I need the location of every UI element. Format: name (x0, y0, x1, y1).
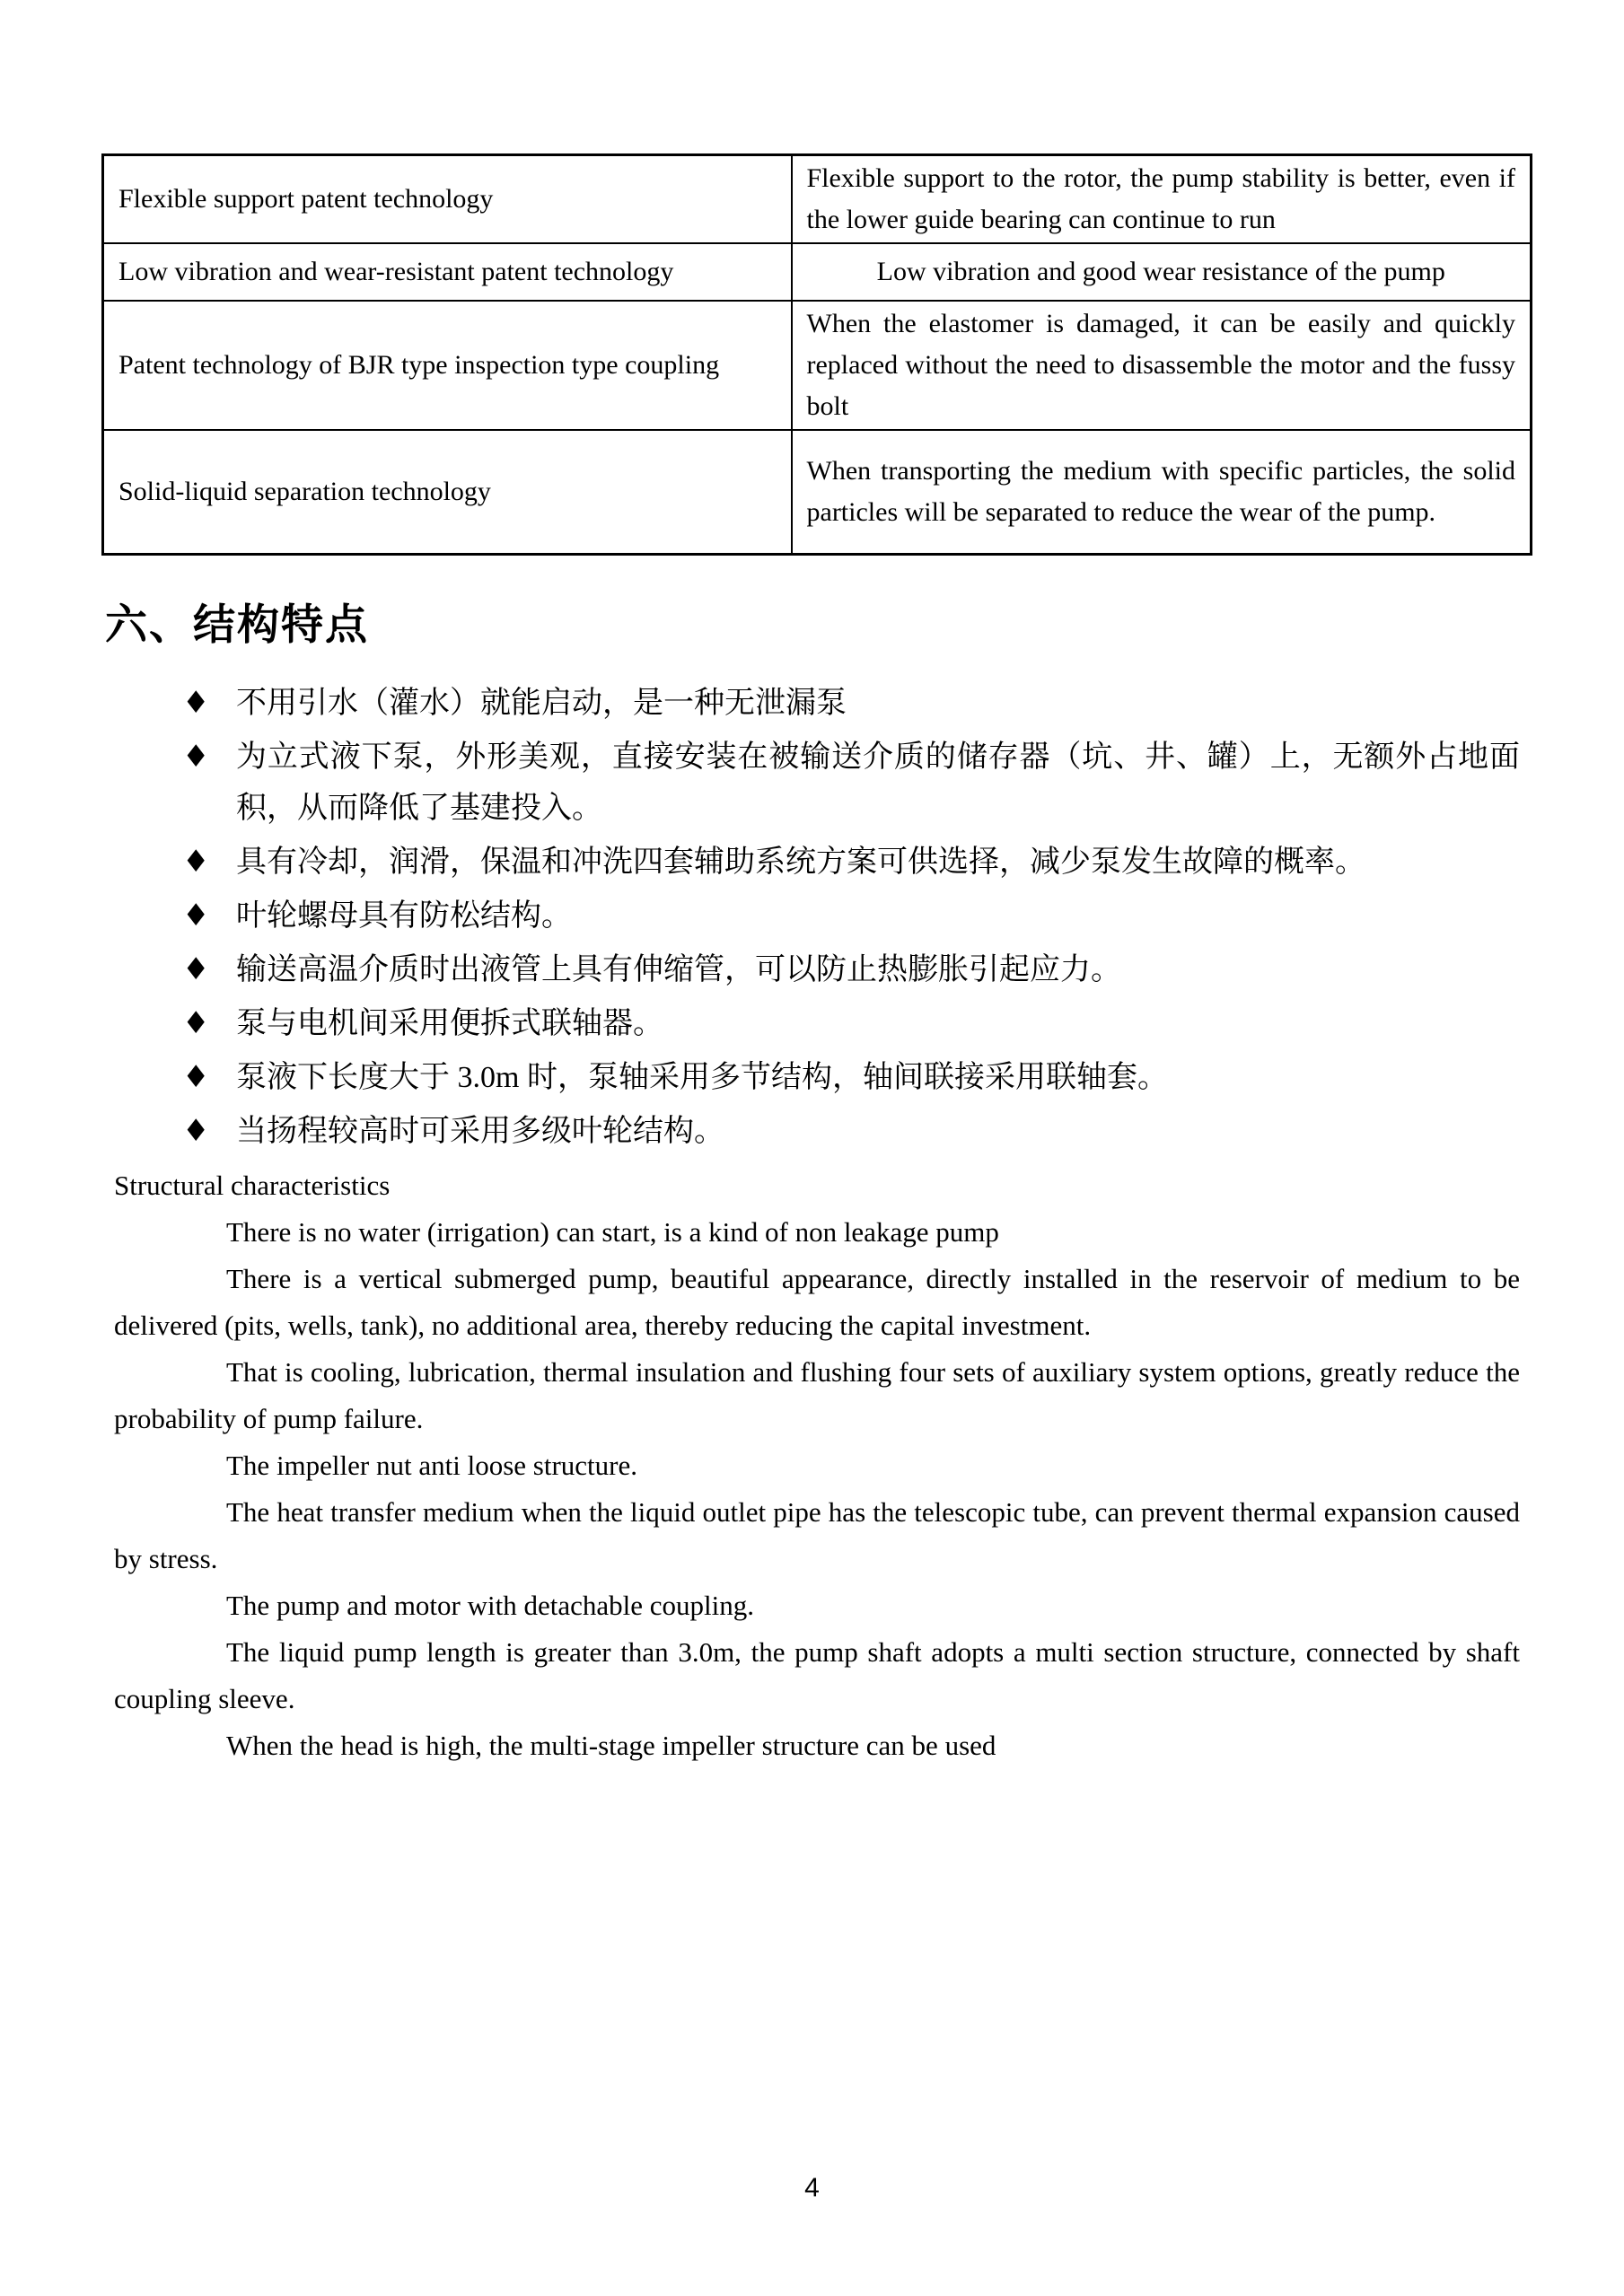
feature-description-cell: Low vibration and good wear resistance of the pump (792, 243, 1532, 301)
table-row (103, 155, 1532, 244)
list-item (182, 1052, 1520, 1103)
bullet-text: 泵与电机间采用便拆式联轴器。 (236, 1007, 663, 1040)
paragraph: The impeller nut anti loose structure. (226, 1450, 637, 1481)
bullet-text: 具有冷却，润滑，保温和冲洗四套辅助系统方案可供选择，减少泵发生故障的概率。 (236, 846, 1365, 879)
feature-name-cell: Flexible support patent technology (103, 155, 792, 244)
table-row (103, 430, 1532, 554)
feature-description-cell: Flexible support to the rotor, the pump stability is better, even if the lower guide bearing can continue to run (792, 155, 1532, 244)
bullet-text: 泵液下长度大于 3.0m 时，泵轴采用多节结构，轴间联接采用联轴套。 (236, 1061, 1168, 1094)
feature-description-cell: When the elastomer is damaged, it can be easily and quickly replaced without the need to disassemble the motor and the fussy bolt (792, 301, 1532, 430)
paragraph: The liquid pump length is greater than 3.0m, the pump shaft adopts a multi section structure, connected by shaft coupling sleeve. (114, 1636, 1520, 1714)
table-row (103, 301, 1532, 430)
feature-name-cell: Low vibration and wear-resistant patent technology (103, 243, 792, 301)
list-item (182, 1106, 1520, 1157)
table-row (103, 243, 1532, 301)
bullet-text: 为立式液下泵，外形美观，直接安装在被输送介质的储存器（坑、井、罐）上，无额外占地面积，从而降低了基建投入。 (236, 741, 1520, 825)
paragraph: The heat transfer medium when the liquid outlet pipe has the telescopic tube, can prevent thermal expansion caused by stress. (114, 1496, 1520, 1574)
list-item (182, 678, 1520, 729)
bullet-text: 当扬程较高时可采用多级叶轮结构。 (236, 1115, 724, 1148)
list-item (182, 837, 1520, 888)
diamond-bullet-icon: ♦ (182, 1059, 210, 1095)
diamond-bullet-icon: ♦ (182, 898, 210, 933)
diamond-bullet-icon: ♦ (182, 1005, 210, 1041)
paragraph: That is cooling, lubrication, thermal insulation and flushing four sets of auxiliary system options, greatly reduce the probability of pump failure. (114, 1356, 1520, 1434)
diamond-bullet-icon: ♦ (182, 739, 210, 775)
feature-table (101, 153, 1532, 556)
bullet-text: 输送高温介质时出液管上具有伸缩管，可以防止热膨胀引起应力。 (236, 953, 1121, 986)
english-label: Structural characteristics (114, 1170, 391, 1201)
paragraph: There is no water (irrigation) can start, is a kind of non leakage pump (226, 1216, 999, 1248)
feature-name-cell: Solid-liquid separation technology (103, 430, 792, 554)
page-number: 4 (804, 2173, 820, 2203)
list-item (182, 732, 1520, 834)
bullet-list (182, 678, 1520, 1157)
paragraph: When the head is high, the multi-stage impeller structure can be used (226, 1730, 996, 1761)
bullet-text: 叶轮螺母具有防松结构。 (236, 899, 572, 933)
list-item (182, 890, 1520, 942)
section-heading: 六、结构特点 (105, 600, 369, 648)
english-translation-block (114, 1162, 1520, 1769)
paragraph: There is a vertical submerged pump, beautiful appearance, directly installed in the reservoir of medium to be delivered (pits, wells, tank), no additional area, thereby reducing the capital investment. (114, 1263, 1520, 1341)
list-item (182, 944, 1520, 995)
paragraph: The pump and motor with detachable coupling. (226, 1590, 754, 1621)
feature-name-cell: Patent technology of BJR type inspection type coupling (103, 301, 792, 430)
diamond-bullet-icon: ♦ (182, 951, 210, 987)
bullet-text: 不用引水（灌水）就能启动，是一种无泄漏泵 (236, 687, 847, 720)
diamond-bullet-icon: ♦ (182, 1113, 210, 1149)
diamond-bullet-icon: ♦ (182, 844, 210, 880)
diamond-bullet-icon: ♦ (182, 685, 210, 721)
feature-description-cell: When transporting the medium with specific particles, the solid particles will be separated to reduce the wear of the pump. (792, 430, 1532, 554)
list-item (182, 998, 1520, 1049)
